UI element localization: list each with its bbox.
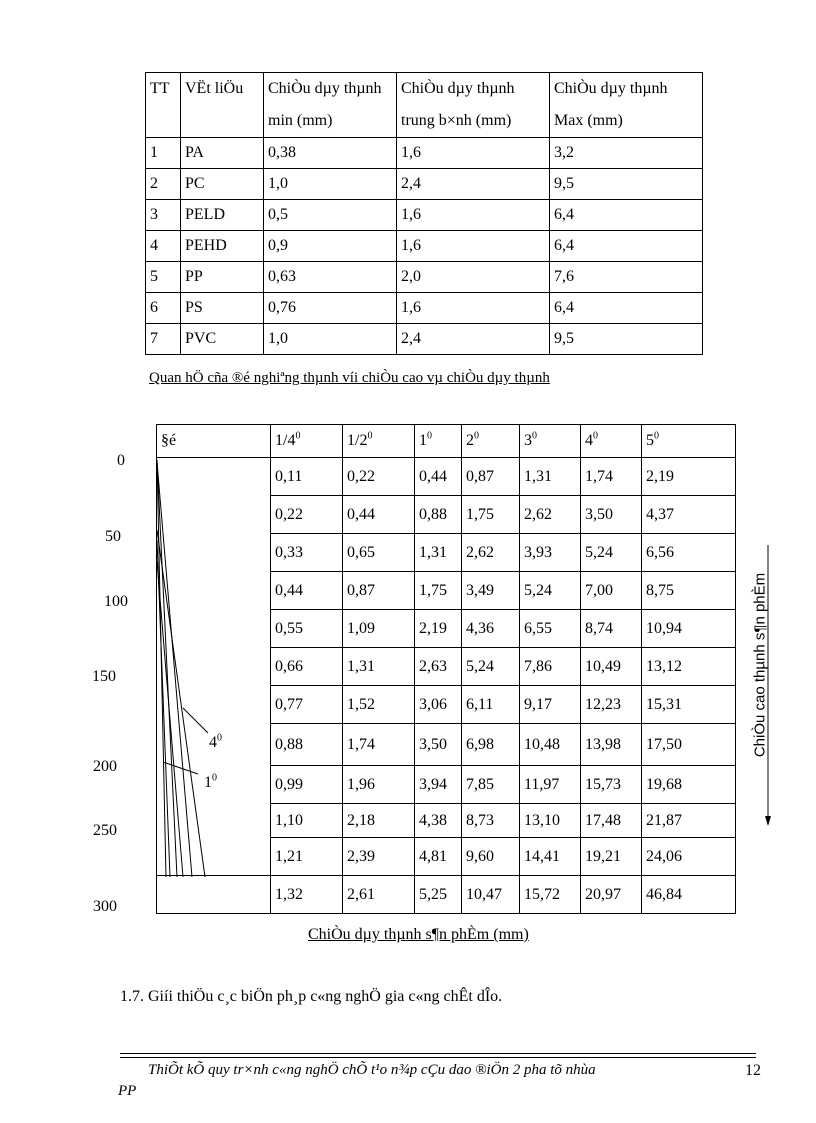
table-cell: 1,0 xyxy=(264,324,397,355)
table-cell: 21,87 xyxy=(642,804,736,838)
table-cell: PC xyxy=(181,169,264,200)
table-cell: 6,98 xyxy=(462,724,520,766)
annotation-leader-1deg xyxy=(163,762,198,774)
section-heading: 1.7. Giíi thiÖu c¸c biÖn ph¸p c«ng nghÖ gia c«ng chÊt dÎo. xyxy=(120,988,503,1005)
footer-rule xyxy=(120,1053,756,1054)
table-cell: 3,2 xyxy=(550,138,703,169)
angle-value: 1 xyxy=(419,432,427,449)
table1-caption: Quan hÖ cña ®é nghiªng thµnh víi chiÒu cao vµ chiÒu dµy thµnh xyxy=(149,370,550,386)
table-cell: 6 xyxy=(146,293,181,324)
table-cell: 6,55 xyxy=(520,610,581,648)
table-cell: PEHD xyxy=(181,231,264,262)
height-label: 150 xyxy=(92,668,116,685)
table-cell: 0,88 xyxy=(271,724,343,766)
table2-caption: ChiÒu dµy thµnh s¶n phÈm (mm) xyxy=(308,926,529,943)
table-cell: 1,6 xyxy=(397,200,550,231)
table-cell: 0,87 xyxy=(462,458,520,496)
table-cell: 0,22 xyxy=(343,458,415,496)
table-cell: 1,10 xyxy=(271,804,343,838)
table-cell: PS xyxy=(181,293,264,324)
angle-value: 1/2 xyxy=(347,432,368,449)
table-cell: 4,37 xyxy=(642,496,736,534)
table-cell: 0,38 xyxy=(264,138,397,169)
table-cell: 2,39 xyxy=(343,838,415,876)
table-cell: PELD xyxy=(181,200,264,231)
annotation-4deg xyxy=(209,734,222,752)
table-cell: 5,24 xyxy=(520,572,581,610)
table-cell: 3,50 xyxy=(581,496,642,534)
table-cell: 13,98 xyxy=(581,724,642,766)
table-cell: 5,24 xyxy=(581,534,642,572)
table-cell: 5,25 xyxy=(415,876,462,914)
table-cell: 15,73 xyxy=(581,766,642,804)
table-cell: 3 xyxy=(146,200,181,231)
table-cell: 0,66 xyxy=(271,648,343,686)
degree-mark: 0 xyxy=(532,430,537,442)
table-cell: 1,31 xyxy=(520,458,581,496)
annotation-leader-4deg xyxy=(183,708,208,733)
header-degree: §é xyxy=(157,425,271,458)
footer-text-continued: PP xyxy=(118,1083,137,1099)
table-cell: 9,5 xyxy=(550,324,703,355)
table-cell: 0,33 xyxy=(271,534,343,572)
header-min-thickness: ChiÒu dµy thµnh min (mm) xyxy=(264,73,397,138)
table-cell: 12,23 xyxy=(581,686,642,724)
table-cell: 14,41 xyxy=(520,838,581,876)
degree-mark: 0 xyxy=(217,732,222,744)
table-cell: 13,10 xyxy=(520,804,581,838)
table-cell: 1,31 xyxy=(415,534,462,572)
height-label: 250 xyxy=(93,822,117,839)
table-cell: 2,4 xyxy=(397,324,550,355)
table-cell: 1 xyxy=(146,138,181,169)
table-cell: 4,81 xyxy=(415,838,462,876)
height-label: 200 xyxy=(93,758,117,775)
angle-value: 2 xyxy=(466,432,474,449)
table-cell: 0,99 xyxy=(271,766,343,804)
table-cell: 1,75 xyxy=(415,572,462,610)
table-cell: 0,63 xyxy=(264,262,397,293)
table-cell: 3,06 xyxy=(415,686,462,724)
table-cell: 1,32 xyxy=(271,876,343,914)
table-cell: 24,06 xyxy=(642,838,736,876)
angle-value: 4 xyxy=(585,432,593,449)
table-cell: 11,97 xyxy=(520,766,581,804)
table-cell: 1,21 xyxy=(271,838,343,876)
table-cell: 7,6 xyxy=(550,262,703,293)
degree-mark: 0 xyxy=(593,430,598,442)
table-cell: 1,52 xyxy=(343,686,415,724)
table-cell: PA xyxy=(181,138,264,169)
height-label: 0 xyxy=(117,452,125,469)
table-cell: 8,73 xyxy=(462,804,520,838)
table-cell: 6,4 xyxy=(550,200,703,231)
table-cell: 2 xyxy=(146,169,181,200)
footer-text: ThiÕt kÕ quy tr×nh c«ng nghÖ chÕ t¹o n¾p cÇu dao ®iÖn 2 pha tõ nhùa xyxy=(148,1062,596,1078)
table-cell: 1,96 xyxy=(343,766,415,804)
table-cell: 2,61 xyxy=(343,876,415,914)
table-cell: 4,36 xyxy=(462,610,520,648)
table-cell: 0,44 xyxy=(343,496,415,534)
table-cell: 46,84 xyxy=(642,876,736,914)
footer-rule xyxy=(120,1057,756,1058)
table-cell: 15,72 xyxy=(520,876,581,914)
table-cell: 5 xyxy=(146,262,181,293)
table-cell: 10,94 xyxy=(642,610,736,648)
table-cell: 2,62 xyxy=(462,534,520,572)
table-cell: 9,17 xyxy=(520,686,581,724)
height-axis-arrow xyxy=(765,816,771,826)
table-cell: 4 xyxy=(146,231,181,262)
table-cell: 1,74 xyxy=(343,724,415,766)
degree-mark: 0 xyxy=(367,430,373,442)
page-number: 12 xyxy=(745,1062,761,1079)
table-cell: 6,4 xyxy=(550,231,703,262)
header-material: VËt liÖu xyxy=(181,73,264,138)
table-cell: 1,31 xyxy=(343,648,415,686)
annotation-value: 1 xyxy=(204,774,212,791)
table-cell: 8,74 xyxy=(581,610,642,648)
table-cell: 0,88 xyxy=(415,496,462,534)
table-cell: 4,38 xyxy=(415,804,462,838)
table-cell: 7,00 xyxy=(581,572,642,610)
table-cell: 9,5 xyxy=(550,169,703,200)
slope-line xyxy=(157,530,205,877)
table-cell: 8,75 xyxy=(642,572,736,610)
table-cell: 7,86 xyxy=(520,648,581,686)
table-cell: 1,6 xyxy=(397,138,550,169)
height-label: 50 xyxy=(105,528,121,545)
table-cell: 0,76 xyxy=(264,293,397,324)
table-cell: 13,12 xyxy=(642,648,736,686)
table-cell: 3,93 xyxy=(520,534,581,572)
table-cell: 2,62 xyxy=(520,496,581,534)
table-cell: 1,75 xyxy=(462,496,520,534)
table-cell: 6,11 xyxy=(462,686,520,724)
table-cell: 1,6 xyxy=(397,231,550,262)
vertical-axis-label xyxy=(752,545,768,785)
angle-value: 1/4 xyxy=(275,432,296,449)
table-cell: 2,63 xyxy=(415,648,462,686)
table-cell: 15,31 xyxy=(642,686,736,724)
height-label: 300 xyxy=(93,898,117,915)
table-cell: 0,77 xyxy=(271,686,343,724)
table-cell: 10,49 xyxy=(581,648,642,686)
table-cell: 7,85 xyxy=(462,766,520,804)
annotation-1deg xyxy=(204,774,217,792)
table-cell: 19,68 xyxy=(642,766,736,804)
table-cell: 17,50 xyxy=(642,724,736,766)
table-cell: PP xyxy=(181,262,264,293)
table-cell: 0,22 xyxy=(271,496,343,534)
table-cell: 17,48 xyxy=(581,804,642,838)
table-cell: 6,4 xyxy=(550,293,703,324)
table-cell: 1,0 xyxy=(264,169,397,200)
table-cell: PVC xyxy=(181,324,264,355)
table-cell: 0,11 xyxy=(271,458,343,496)
degree-mark: 0 xyxy=(474,430,479,442)
table-cell: 2,18 xyxy=(343,804,415,838)
table-cell: 3,94 xyxy=(415,766,462,804)
height-label: 100 xyxy=(104,593,128,610)
vertical-axis-text: ChiÒu cao thµnh s¶n phÈm xyxy=(751,572,769,758)
degree-mark: 0 xyxy=(654,430,659,442)
annotation-value: 4 xyxy=(209,734,217,751)
table-cell: 0,5 xyxy=(264,200,397,231)
angle-value: 5 xyxy=(646,432,654,449)
table-cell: 0,44 xyxy=(271,572,343,610)
table-cell: 10,48 xyxy=(520,724,581,766)
degree-mark: 0 xyxy=(212,772,217,784)
table-cell: 1,6 xyxy=(397,293,550,324)
table-cell: 0,87 xyxy=(343,572,415,610)
table-cell: 0,55 xyxy=(271,610,343,648)
table-cell: 2,0 xyxy=(397,262,550,293)
table-cell: 1,74 xyxy=(581,458,642,496)
table-cell: 2,4 xyxy=(397,169,550,200)
degree-mark: 0 xyxy=(427,430,432,442)
table-cell: 6,56 xyxy=(642,534,736,572)
table-cell: 19,21 xyxy=(581,838,642,876)
header-max-thickness: ChiÒu dµy thµnh Max (mm) xyxy=(550,73,703,138)
table-cell: 9,60 xyxy=(462,838,520,876)
table-cell: 1,09 xyxy=(343,610,415,648)
table-cell: 3,49 xyxy=(462,572,520,610)
table-cell: 0,9 xyxy=(264,231,397,262)
header-tt: TT xyxy=(146,73,181,138)
table-cell: 0,65 xyxy=(343,534,415,572)
table-cell: 2,19 xyxy=(415,610,462,648)
degree-mark: 0 xyxy=(295,430,301,442)
header-avg-thickness: ChiÒu dµy thµnh trung b×nh (mm) xyxy=(397,73,550,138)
table-cell: 2,19 xyxy=(642,458,736,496)
table-cell: 3,50 xyxy=(415,724,462,766)
table-cell: 10,47 xyxy=(462,876,520,914)
angle-value: 3 xyxy=(524,432,532,449)
table-cell: 7 xyxy=(146,324,181,355)
table-cell: 0,44 xyxy=(415,458,462,496)
table-cell: 5,24 xyxy=(462,648,520,686)
table-cell: 20,97 xyxy=(581,876,642,914)
